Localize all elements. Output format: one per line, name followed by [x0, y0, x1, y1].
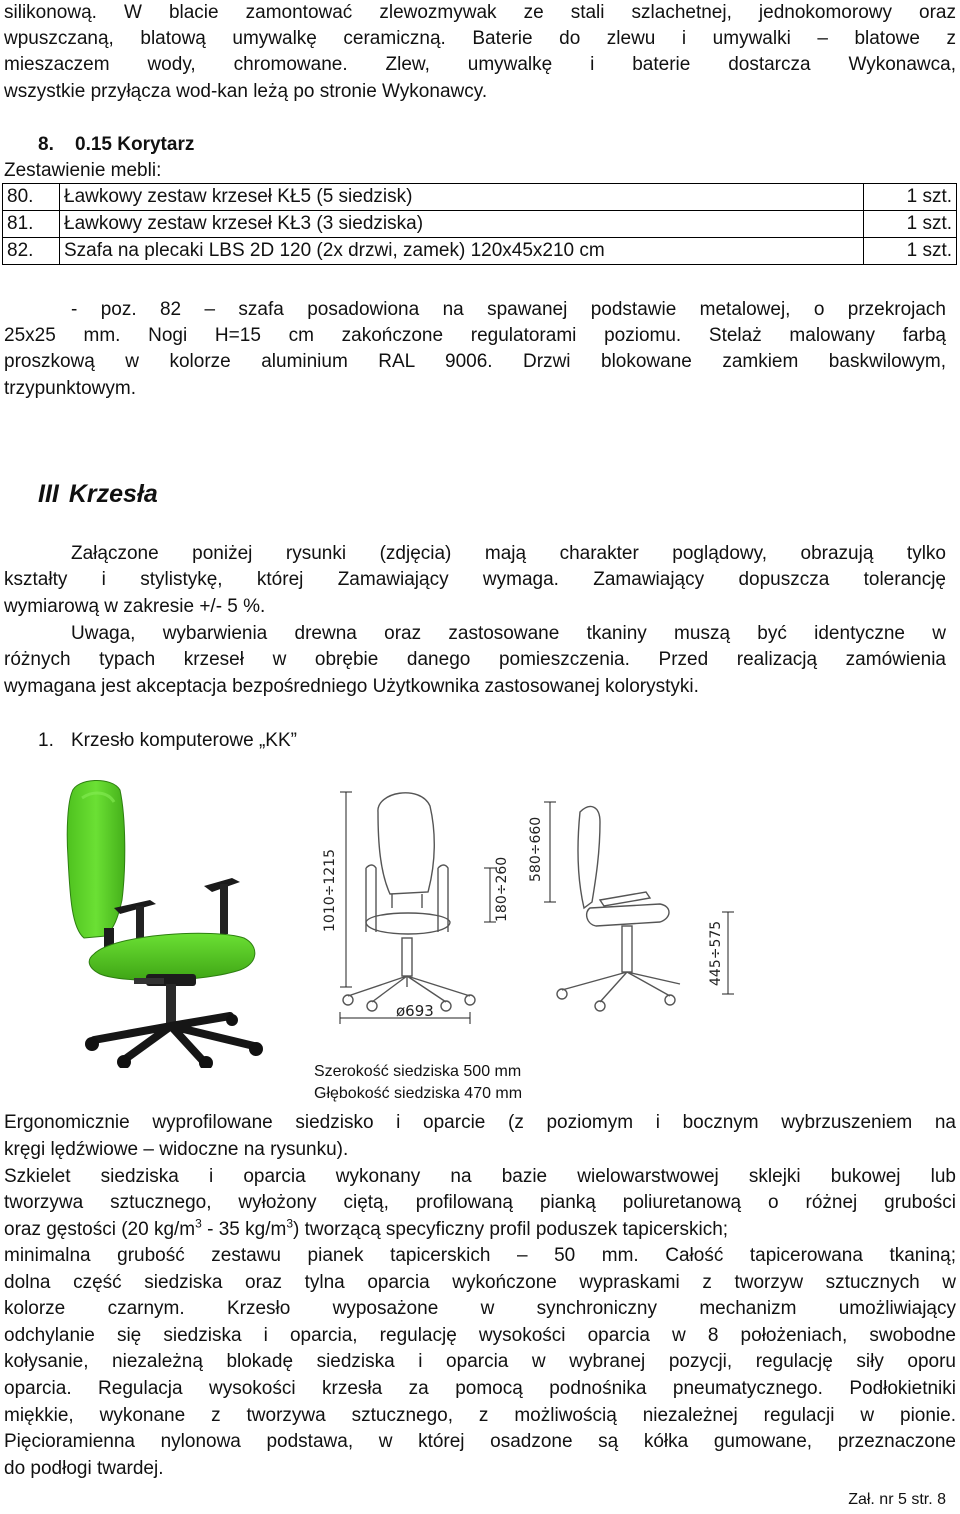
table-row: [3, 184, 957, 211]
intro-line-2: wpuszczaną, blatową umywalkę ceramiczną. Baterie do zlewu i umywalki – blatowe z: [4, 28, 956, 49]
desc2-line-2: tworzywa sztucznego, wyłożony ciętą, profilowaną pianką poliuretanową o różnej grubości: [4, 1192, 956, 1213]
intro-line-1: silikonową. W blacie zamontować zlewozmywak ze stali szlachetnej, jednokomorowy oraz: [4, 2, 956, 23]
row-quantity: 1 szt.: [864, 211, 957, 238]
desc2-line-8: kołysanie, niezależną blokadę siedziska i oparcia w wybranej pozycji, regulację siły oporu: [4, 1351, 956, 1372]
poz-note-line-1: - poz. 82 – szafa posadowiona na spawanej podstawie metalowej, o przekrojach: [71, 299, 946, 320]
item-title: Krzesło komputerowe „KK”: [71, 730, 297, 751]
desc2-line-11: Pięcioramienna nylonowa podstawa, w której osadzone są kółka gumowane, przeznaczone: [4, 1431, 956, 1452]
section-number: 8.: [38, 134, 54, 155]
section-subtitle: Zestawienie mebli:: [4, 160, 162, 181]
desc2-line-7: odchylanie się siedziska i oparcia, regulację wysokości oparcia w 8 położeniach, swobodne: [4, 1325, 956, 1346]
chapter-p2-line-3: wymagana jest akceptacja bezpośredniego Użytkownika zastosowanej kolorystyki.: [4, 676, 699, 697]
desc2-line-10: miękkie, wykonane z tworzywa sztucznego, z możliwością niezależnej regulacji w pionie.: [4, 1405, 956, 1426]
row-number: 82.: [3, 238, 60, 265]
poz-note-line-3: proszkową w kolorze aluminium RAL 9006. Drzwi blokowane zamkiem baskwilowym,: [4, 351, 946, 372]
dim-seat-height: 445÷575: [708, 920, 724, 986]
desc2-line-12: do podłogi twardej.: [4, 1458, 164, 1479]
item-number: 1.: [38, 730, 54, 751]
row-quantity: 1 szt.: [864, 184, 957, 211]
row-description: Ławkowy zestaw krzeseł KŁ3 (3 siedziska): [60, 211, 864, 238]
chapter-p1-line-1: Załączone poniżej rysunki (zdjęcia) mają charakter poglądowy, obrazują tylko: [71, 543, 946, 564]
desc2-line-3-a: oraz gęstości (20 $kg/m^3 - 35$ $kg/m^3$) tworzącą specyficzny profil poduszek tapicerskich;: [4, 1216, 729, 1240]
chapter-heading: [38, 481, 168, 508]
chair-backrest: [67, 780, 125, 938]
desc2-line-6: kolorze czarnym. Krzesło wyposażone w synchroniczny mechanizm umożliwiający: [4, 1298, 956, 1319]
row-quantity: 1 szt.: [864, 238, 957, 265]
chair-seat: [89, 933, 255, 980]
chapter-p2-line-2: różnych typach krzeseł w obrębie danego pomieszczenia. Przed realizacją zamówienia: [4, 649, 946, 670]
poz-note-line-4: trzypunktowym.: [4, 378, 136, 399]
desc2-line-3: [4, 1217, 956, 1244]
spec-seat-depth: Głębokość siedziska 470 mm: [314, 1085, 523, 1102]
desc1-line-2: kręgi lędźwiowe – widoczne na rysunku).: [4, 1139, 349, 1160]
furniture-table: [2, 183, 957, 265]
intro-line-3: mieszaczem wody, chromowane. Zlew, umywalkę i baterie dostarcza Wykonawca,: [4, 54, 956, 75]
spec-seat-width: Szerokość siedziska 500 mm: [314, 1063, 522, 1080]
chapter-roman: III: [38, 480, 59, 508]
chapter-title: Krzesła: [68, 480, 158, 508]
chair-photo: [54, 778, 294, 1068]
dim-total-height: 1010÷1215: [322, 849, 338, 932]
desc2-line-4: minimalna grubość zestawu pianek tapicerskich – 50 mm. Całość tapicerowana tkaniną;: [4, 1245, 956, 1266]
dim-base-diameter: ø693: [396, 1002, 434, 1020]
chapter-p2-line-1: Uwaga, wybarwienia drewna oraz zastosowane tkaniny muszą być identyczne w: [71, 623, 946, 644]
chapter-p1-line-3: wymiarową w zakresie +/- 5 %.: [4, 596, 266, 617]
table-row: [3, 238, 957, 265]
row-description: Ławkowy zestaw krzeseł KŁ5 (5 siedzisk): [60, 184, 864, 211]
table-row: [3, 211, 957, 238]
intro-line-4: wszystkie przyłącza wod-kan leżą po stronie Wykonawcy.: [4, 81, 488, 102]
desc2-line-5: dolna część siedziska oraz tylna oparcia wykończone wypraskami z tworzyw sztucznych w: [4, 1272, 956, 1293]
row-description: Szafa na plecaki LBS 2D 120 (2x drzwi, zamek) 120x45x210 cm: [60, 238, 864, 265]
desc2-line-9: oparcia. Regulacja wysokości krzesła za pomocą podnośnika pneumatycznego. Podłokietniki: [4, 1378, 956, 1399]
dim-seat-to-armrest: 180÷260: [494, 856, 510, 922]
dim-backrest: 580÷660: [528, 816, 544, 882]
chair-technical-drawing: [300, 782, 740, 1027]
section-title: 0.15 Korytarz: [75, 134, 195, 155]
page-footer: Zał. nr 5 str. 8: [848, 1491, 946, 1508]
desc1-line-1: Ergonomicznie wyprofilowane siedzisko i oparcie (z poziomym i bocznym wybrzuszeniem na: [4, 1112, 956, 1133]
poz-note-line-2: 25x25 mm. Nogi H=15 cm zakończone regulatorami poziomu. Stelaż malowany farbą: [4, 325, 946, 346]
row-number: 80.: [3, 184, 60, 211]
chapter-p1-line-2: kształty i stylistykę, której Zamawiający wymaga. Zamawiający dopuszcza tolerancję: [4, 569, 946, 590]
row-number: 81.: [3, 211, 60, 238]
desc2-line-1: Szkielet siedziska i oparcia wykonany na bazie wielowarstwowej sklejki bukowej lub: [4, 1166, 956, 1187]
